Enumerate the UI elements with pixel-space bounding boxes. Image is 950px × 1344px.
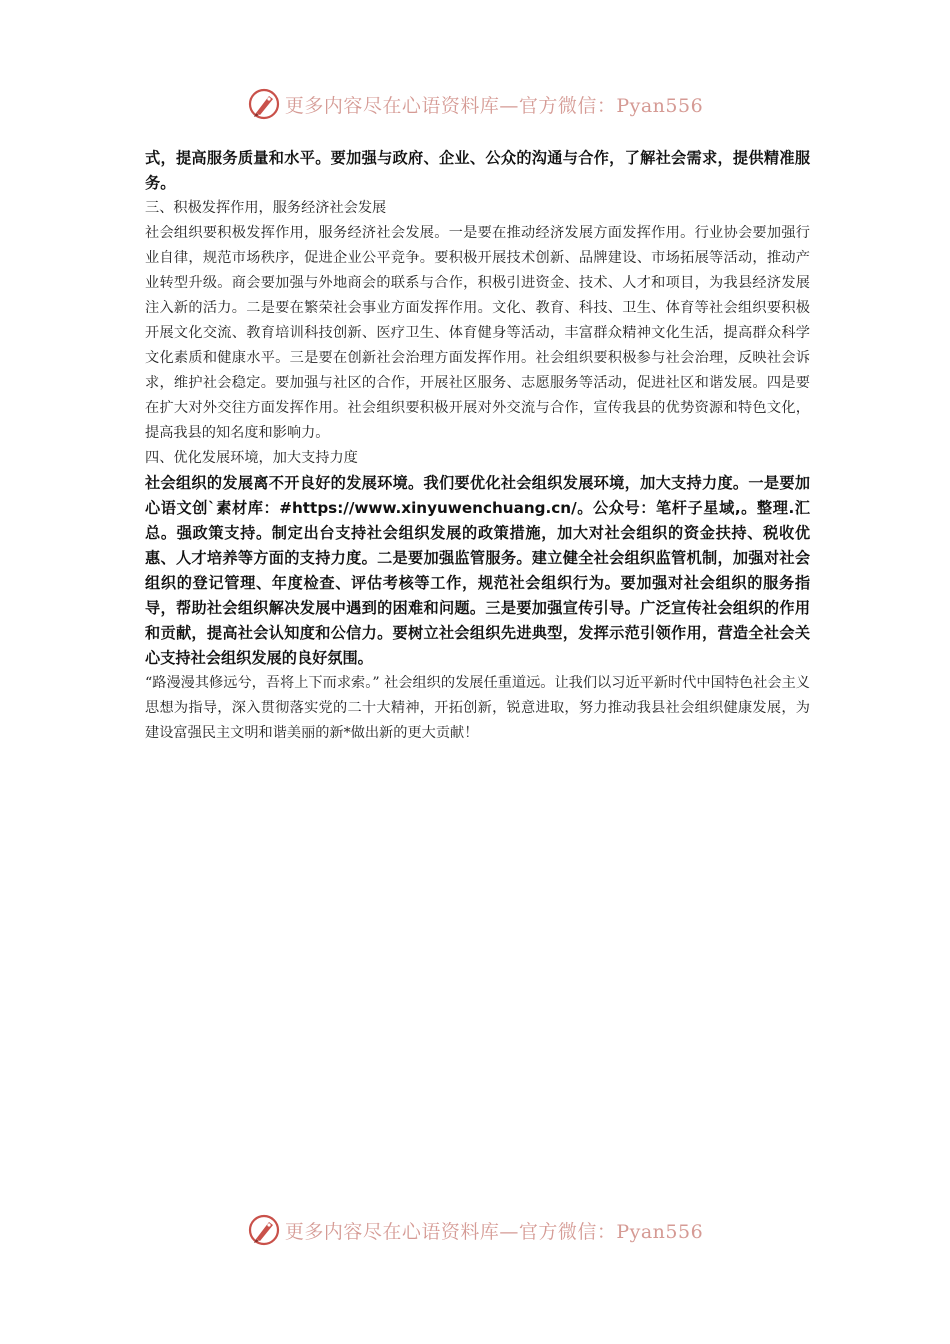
pen-nib-logo-icon <box>247 1213 281 1247</box>
section-4-body: 社会组织的发展离不开良好的发展环境。我们要优化社会组织发展环境，加大支持力度。一是要加心语文创`素材库：#https://www.xinyuwenchuang.cn/。公众号：笔杆子星域,。整理.汇总。强政策支持。制定出台支持社会组织发展的政策措施，加大对社会组织的资金扶持、税收优惠、人才培养等方面的支持力度。二是要加强监管服务。建立健全社会组织监管机制，加强对社会组织的登记管理、年度检查、评估考核等工作，规范社会组织行为。要加强对社会组织的服务指导，帮助社会组织解决发展中遇到的困难和问题。三是要加强宣传引导。广泛宣传社会组织的作用和贡献，提高社会认知度和公信力。要树立社会组织先进典型，发挥示范引领作用，营造全社会关心支持社会组织发展的良好氛围。 <box>145 474 810 667</box>
footer-watermark-banner <box>0 1210 950 1250</box>
section-3-body: 社会组织要积极发挥作用，服务经济社会发展。一是要在推动经济发展方面发挥作用。行业协会要加强行业自律，规范市场秩序，促进企业公平竞争。要积极开展技术创新、品牌建设、市场拓展等活动，推动产业转型升级。商会要加强与外地商会的联系与合作，积极引进资金、技术、人才和项目，为我县经济发展注入新的活力。二是要在繁荣社会事业方面发挥作用。文化、教育、科技、卫生、体育等社会组织要积极开展文化交流、教育培训科技创新、医疗卫生、体育健身等活动，丰富群众精神文化生活，提高群众科学文化素质和健康水平。三是要在创新社会治理方面发挥作用。社会组织要积极参与社会治理，反映社会诉求，维护社会稳定。要加强与社区的合作，开展社区服务、志愿服务等活动，促进社区和谐发展。四是要在扩大对外交往方面发挥作用。社会组织要积极开展对外交流与合作，宣传我县的优势资源和特色文化，提高我县的知名度和影响力。 <box>145 225 810 441</box>
section-3-heading: 三、积极发挥作用，服务经济社会发展 <box>145 200 387 216</box>
closing-paragraph: “路漫漫其修远兮，吾将上下而求索。” 社会组织的发展任重道远。让我们以习近平新时代中国特色社会主义思想为指导，深入贯彻落实党的二十大精神，开拓创新，锐意进取，努力推动我县社会组织健康发展，为建设富强民主文明和谐美丽的新*做出新的更大贡献！ <box>145 675 810 741</box>
section-4-heading: 四、优化发展环境，加大支持力度 <box>145 450 358 466</box>
document-body <box>145 146 810 746</box>
pen-nib-logo-icon <box>247 87 281 121</box>
footer-watermark-text: 更多内容尽在心语资料库—官方微信：Pyan556 <box>284 1220 704 1243</box>
intro-paragraph: 式，提高服务质量和水平。要加强与政府、企业、公众的沟通与合作，了解社会需求，提供精准服务。 <box>145 149 810 192</box>
header-watermark-text: 更多内容尽在心语资料库—官方微信：Pyan556 <box>284 94 704 117</box>
header-watermark-banner <box>0 84 950 124</box>
